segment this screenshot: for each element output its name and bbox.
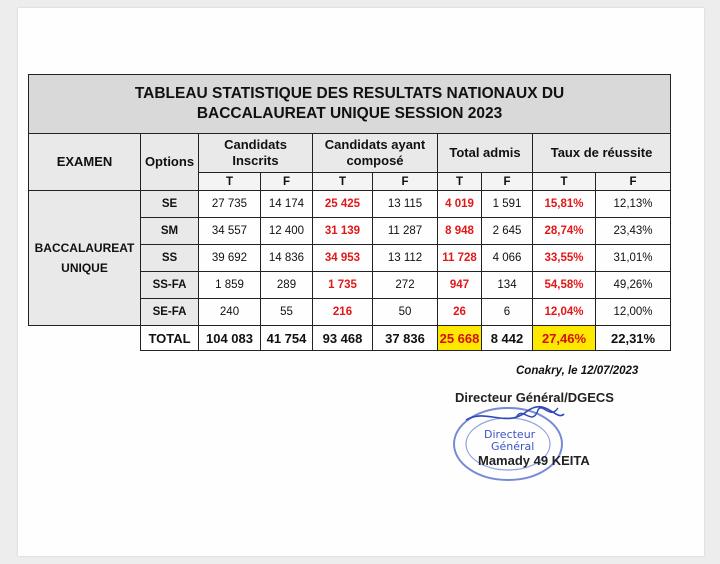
document-sheet — [18, 8, 704, 556]
stamp-line1: Directeur — [484, 428, 536, 441]
admis-f-cell: 1 591 — [482, 191, 533, 218]
header-candidats-composes: Candidats ayant composé — [313, 134, 438, 173]
option-cell: SS — [141, 245, 199, 272]
header-examen: EXAMEN — [29, 134, 141, 191]
director-title: Directeur Général/DGECS — [455, 390, 614, 405]
stamp-line2: Général — [491, 440, 535, 453]
composes-f-cell: 13 112 — [373, 245, 438, 272]
admis-f-cell: 2 645 — [482, 218, 533, 245]
inscrits-f-cell: 14 836 — [261, 245, 313, 272]
inscrits-f-cell: 14 174 — [261, 191, 313, 218]
taux-t-cell: 28,74% — [533, 218, 596, 245]
place-date: Conakry, le 12/07/2023 — [516, 365, 639, 377]
total-inscrits-t: 104 083 — [199, 326, 261, 351]
composes-t-cell: 216 — [313, 299, 373, 326]
table-row — [29, 191, 671, 218]
inscrits-t-cell: 27 735 — [199, 191, 261, 218]
inscrits-t-cell: 34 557 — [199, 218, 261, 245]
admis-f-cell: 4 066 — [482, 245, 533, 272]
header-total-admis: Total admis — [438, 134, 533, 173]
total-admis-f: 8 442 — [482, 326, 533, 351]
composes-t-cell: 31 139 — [313, 218, 373, 245]
sub-header-admis-t: T — [438, 173, 482, 191]
header-candidats-inscrits: Candidats Inscrits — [199, 134, 313, 173]
sub-header-inscrits-f: F — [261, 173, 313, 191]
exam-label-line2: UNIQUE — [61, 261, 108, 275]
director-name: Mamady 49 KEITA — [478, 453, 590, 468]
admis-f-cell: 134 — [482, 272, 533, 299]
taux-f-cell: 31,01% — [596, 245, 671, 272]
exam-label-line1: BACCALAUREAT — [34, 241, 135, 255]
composes-t-cell: 1 735 — [313, 272, 373, 299]
composes-t-cell: 34 953 — [313, 245, 373, 272]
total-composes-t: 93 468 — [313, 326, 373, 351]
sub-header-inscrits-t: T — [199, 173, 261, 191]
taux-t-cell: 33,55% — [533, 245, 596, 272]
admis-t-cell: 26 — [438, 299, 482, 326]
official-stamp-icon — [446, 398, 576, 488]
table-title-line1: TABLEAU STATISTIQUE DES RESULTATS NATIONAUX DU — [134, 85, 565, 102]
sub-header-taux-f: F — [596, 173, 671, 191]
option-cell: SE-FA — [141, 299, 199, 326]
taux-t-cell: 12,04% — [533, 299, 596, 326]
inscrits-t-cell: 240 — [199, 299, 261, 326]
taux-f-cell: 49,26% — [596, 272, 671, 299]
admis-t-cell: 4 019 — [438, 191, 482, 218]
sub-header-composes-f: F — [373, 173, 438, 191]
sub-header-admis-f: F — [482, 173, 533, 191]
inscrits-f-cell: 55 — [261, 299, 313, 326]
inscrits-f-cell: 12 400 — [261, 218, 313, 245]
option-cell: SE — [141, 191, 199, 218]
taux-t-cell: 15,81% — [533, 191, 596, 218]
header-options: Options — [141, 134, 199, 191]
statistics-table — [28, 74, 671, 351]
taux-f-cell: 12,13% — [596, 191, 671, 218]
sub-header-composes-t: T — [313, 173, 373, 191]
inscrits-f-cell: 289 — [261, 272, 313, 299]
composes-f-cell: 50 — [373, 299, 438, 326]
option-cell: SM — [141, 218, 199, 245]
inscrits-t-cell: 39 692 — [199, 245, 261, 272]
admis-t-cell: 8 948 — [438, 218, 482, 245]
composes-f-cell: 11 287 — [373, 218, 438, 245]
composes-f-cell: 13 115 — [373, 191, 438, 218]
taux-f-cell: 12,00% — [596, 299, 671, 326]
admis-t-cell: 947 — [438, 272, 482, 299]
inscrits-t-cell: 1 859 — [199, 272, 261, 299]
total-composes-f: 37 836 — [373, 326, 438, 351]
total-admis-t: 25 668 — [438, 326, 482, 351]
header-taux-reussite: Taux de réussite — [533, 134, 671, 173]
admis-t-cell: 11 728 — [438, 245, 482, 272]
total-blank-cell — [29, 326, 141, 351]
taux-f-cell: 23,43% — [596, 218, 671, 245]
total-row — [29, 326, 671, 351]
taux-t-cell: 54,58% — [533, 272, 596, 299]
admis-f-cell: 6 — [482, 299, 533, 326]
table-title-line2: BACCALAUREAT UNIQUE SESSION 2023 — [196, 105, 503, 122]
total-label: TOTAL — [141, 326, 199, 351]
table-title — [29, 75, 671, 134]
composes-t-cell: 25 425 — [313, 191, 373, 218]
sub-header-taux-t: T — [533, 173, 596, 191]
exam-label-cell — [29, 191, 141, 326]
option-cell: SS-FA — [141, 272, 199, 299]
total-taux-f: 22,31% — [596, 326, 671, 351]
total-taux-t: 27,46% — [533, 326, 596, 351]
total-inscrits-f: 41 754 — [261, 326, 313, 351]
composes-f-cell: 272 — [373, 272, 438, 299]
